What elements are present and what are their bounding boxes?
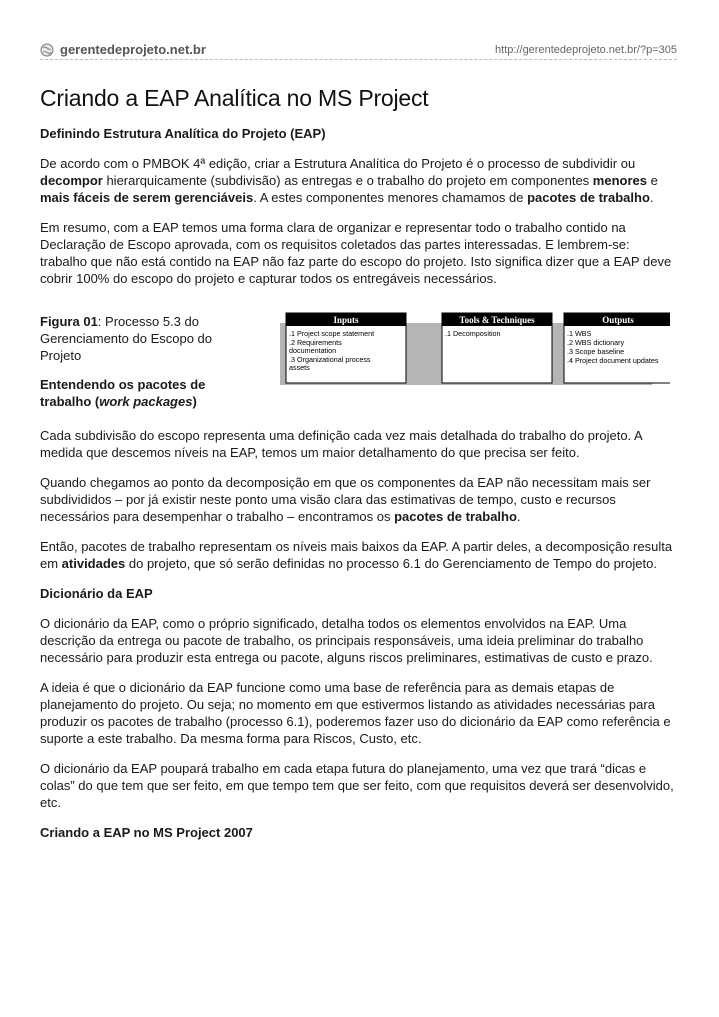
output-item: .3 Scope baseline	[567, 347, 625, 356]
process-diagram	[280, 311, 670, 397]
input-item: .2 Requirements	[289, 338, 342, 347]
paragraph-2: Em resumo, com a EAP temos uma forma clara de organizar e representar todo o trabalho contido na Declaração de Escopo aprovada, com os requisitos coletados das partes interessadas. E lembrem-se: trabalho que não está contido na EAP não faz parte do escopo do projeto. Isto significa dizer que a EAP deve cobrir 100% do escopo do projeto e capturar todos os entregáveis necessários.	[40, 220, 672, 286]
paragraph-6: O dicionário da EAP, como o próprio significado, detalha todos os elementos envolvidos na EAP. Uma descrição da entrega ou pacote de trabalho, os principais responsáveis, uma ideia preliminar do trabalho necessário para produzir esta entrega ou pacote, alguns riscos preliminares, estimativas de custo e prazo.	[40, 616, 653, 665]
output-item: .2 WBS dictionary	[567, 338, 625, 347]
output-item: .1 WBS	[567, 329, 592, 338]
input-item: documentation	[289, 346, 337, 355]
site-name[interactable]	[40, 42, 206, 57]
globe-icon	[40, 43, 54, 57]
page-header	[40, 40, 677, 60]
paragraph-1: De acordo com o PMBOK 4ª edição, criar a Estrutura Analítica do Projeto é o processo de subdividir ou decompor hierarquicamente (subdivisão) as entregas e o trabalho do projeto em componentes menores e mais fáceis de serem gerenciáveis. A estes componentes menores chamamos de pacotes de trabalho.	[40, 156, 658, 205]
paragraph-3: Cada subdivisão do escopo representa uma definição cada vez mais detalhada do trabalho do projeto. A medida que descemos níveis na EAP, temos um maior detalhamento do que precisa ser feito.	[40, 428, 643, 460]
inputs-title: Inputs	[333, 315, 359, 325]
page-url[interactable]: http://gerentedeprojeto.net.br/?p=305	[495, 44, 677, 56]
input-item: assets	[289, 363, 310, 372]
tools-list	[445, 329, 501, 338]
paragraph-8: O dicionário da EAP poupará trabalho em cada etapa futura do planejamento, uma vez que trará “dicas e colas” do que tem que ser feito, em que tempo tem que ser feito, com que requisitos deverá ser desenvolvido, etc.	[40, 761, 674, 810]
outputs-title: Outputs	[602, 315, 634, 325]
figure-caption-text: : Processo 5.3 do Gerenciamento do Escopo do Projeto	[40, 314, 212, 363]
tools-title: Tools & Techniques	[459, 315, 535, 325]
figure-block	[40, 309, 680, 423]
input-item: .1 Project scope statement	[289, 329, 375, 338]
page-title: Criando a EAP Analítica no MS Project	[40, 85, 429, 111]
input-item: .3 Organizational process	[289, 355, 371, 364]
section-heading-definindo: Definindo Estrutura Analítica do Projeto (EAP)	[40, 126, 326, 141]
section-heading-work-packages: Entendendo os pacotes de trabalho (work packages)	[40, 377, 206, 409]
site-name-text: gerentedeprojeto.net.br	[60, 42, 206, 57]
figure-label: Figura 01	[40, 314, 98, 329]
paragraph-7: A ideia é que o dicionário da EAP funcione como uma base de referência para as demais etapas de planejamento do projeto. Ou seja; no momento em que estivermos listando as atividades necessárias para produzir os pacotes de trabalho (processo 6.1), poderemos fazer uso do dicionário da EAP como referência e suporte a este trabalho. Da mesma forma para Riscos, Custo, etc.	[40, 680, 671, 746]
section-heading-ms-project: Criando a EAP no MS Project 2007	[40, 825, 253, 840]
paragraph-5: Então, pacotes de trabalho representam os níveis mais baixos da EAP. A partir deles, a decomposição resulta em atividades do projeto, que só serão definidas no processo 6.1 do Gerenciamento de Tempo do projeto.	[40, 539, 673, 571]
tool-item: .1 Decomposition	[445, 329, 501, 338]
paragraph-4: Quando chegamos ao ponto da decomposição em que os componentes da EAP não necessitam mais ser subdivididos – por já existir neste ponto uma visão clara das estimativas de tempo, custo e recursos necessários para desempenhar o trabalho – encontramos os pacotes de trabalho.	[40, 475, 651, 524]
figure-caption	[40, 313, 240, 422]
header-divider	[40, 59, 677, 60]
article-content	[40, 84, 680, 854]
section-heading-dicionario: Dicionário da EAP	[40, 586, 153, 601]
output-item: .4 Project document updates	[567, 356, 659, 365]
